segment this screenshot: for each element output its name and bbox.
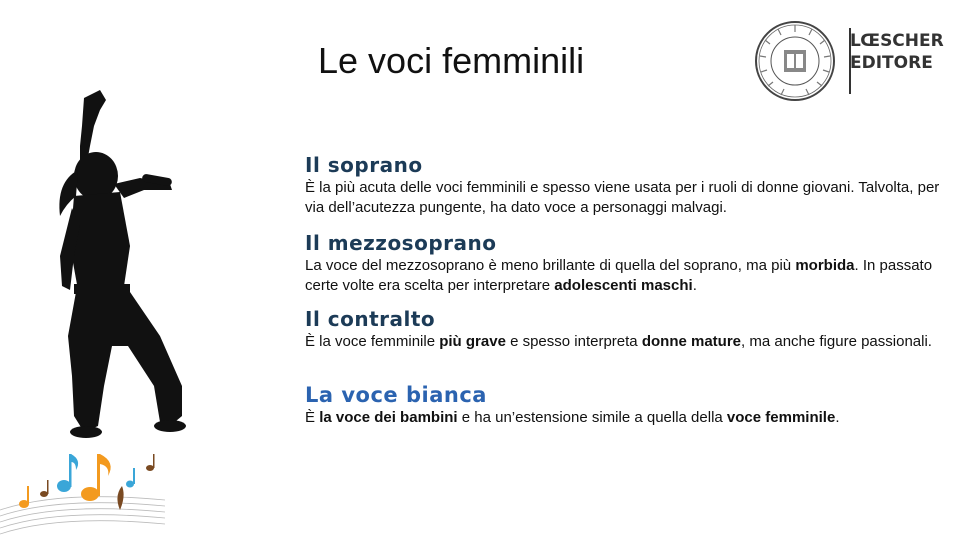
text-run: donne mature [641,333,742,350]
text-run: È la [305,179,336,196]
section-heading: Il mezzosoprano [305,231,497,255]
slide-title: Le voci femminili [318,40,585,81]
text-run: e ha un’estensione simile a quella della [457,409,727,426]
section-heading: Il contralto [305,307,436,331]
section-text [305,332,932,352]
section-heading: Il soprano [305,153,423,177]
section-text [305,408,839,428]
text-run: donne giovani [756,179,851,196]
text-run: . [692,277,697,294]
text-run: delle [395,179,436,196]
text-run: È la voce femminile [305,333,440,350]
publisher-logo [752,16,942,106]
text-run: , ma anche figure passionali. [741,333,932,350]
section-voce-bianca [305,382,839,430]
text-run: voce femminile [726,409,836,426]
publisher-name-line2: EDITORE [850,53,933,73]
section-heading: La voce bianca [305,383,487,407]
text-run: e spesso interpreta [505,333,642,350]
section-soprano [305,152,945,220]
section-text [305,256,945,296]
text-run: . In passato certe volte era scelta per interpretare [305,257,933,294]
text-run: la voce dei bambini [319,409,458,426]
text-run: adolescenti maschi [554,277,693,294]
publisher-name-line1: LŒSCHER [850,31,944,51]
publisher-name [850,30,944,74]
section-contralto [305,306,932,354]
text-run: La voce del mezzosoprano è meno brillante di quella del soprano, ma più [305,257,796,274]
text-run: e spesso viene usata per i ruoli di [525,179,757,196]
section-text [305,178,945,218]
text-run: voci femminili [435,179,526,196]
text-run: più acuta [335,179,396,196]
text-run: morbida [795,257,855,274]
section-mezzosoprano [305,230,945,298]
text-run: È [305,409,320,426]
singer-silhouette-icon [20,86,205,441]
seal-icon [754,20,836,102]
music-notes-icon [0,440,165,540]
text-run: . [835,409,840,426]
text-run: . Talvolta, per via dell’acutezza pungente, ha dato voce a personaggi malvagi. [305,179,940,216]
text-run: più grave [439,333,506,350]
